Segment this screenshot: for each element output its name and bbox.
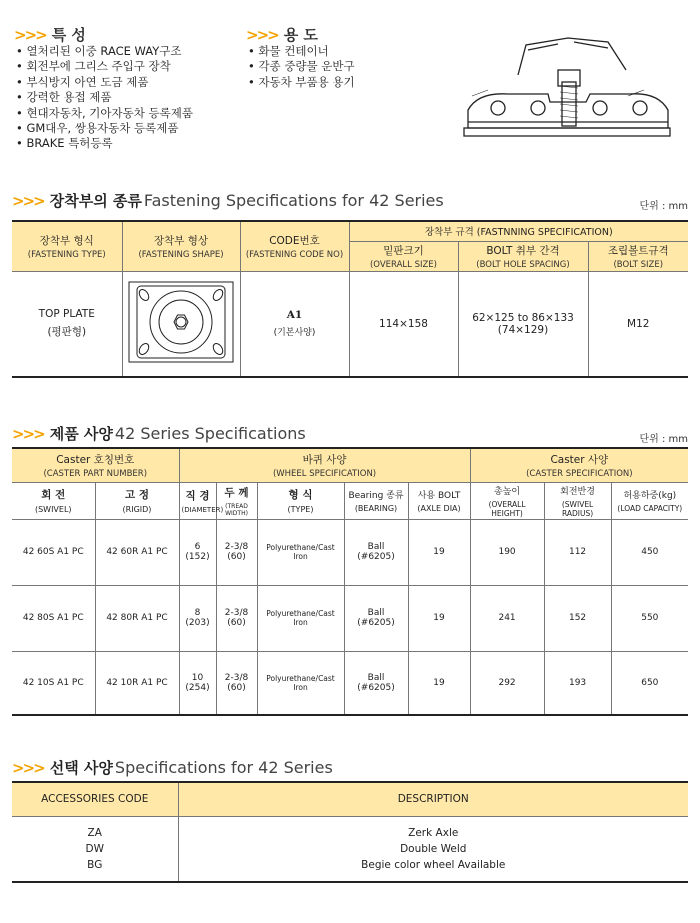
- header-type: 형 식 (TYPE): [257, 482, 344, 519]
- fastening-shape-cell: [122, 271, 240, 377]
- header-fastening-spec: 장착부 규격 (FASTNNING SPECIFICATION): [349, 221, 688, 241]
- header-bearing: Bearing 종류 (BEARING): [344, 482, 408, 519]
- header-fastening-code: CODE번호 (FASTENING CODE NO): [240, 221, 349, 271]
- table-row: [12, 519, 688, 585]
- header-fastening-shape: 장착부 형상 (FASTENING SHAPE): [122, 221, 240, 271]
- overall-size-cell: 114×158: [349, 271, 458, 377]
- height-cell: 190: [470, 519, 544, 585]
- feature-item: • 강력한 용접 제품: [16, 90, 193, 105]
- header-bolt-hole-spacing: BOLT 취부 간격 (BOLT HOLE SPACING): [458, 241, 588, 271]
- diameter-cell: 6 (152): [179, 519, 216, 585]
- load-cell: 550: [611, 585, 688, 651]
- load-cell: 650: [611, 651, 688, 715]
- features-list: [16, 44, 193, 152]
- axle-cell: 19: [408, 651, 470, 715]
- top-plate-shape-icon: [127, 280, 235, 364]
- height-cell: 292: [470, 651, 544, 715]
- wheel-type-cell: Polyurethane/Cast Iron: [257, 585, 344, 651]
- load-cell: 450: [611, 519, 688, 585]
- options-section-title: >>> 선택 사양 Specifications for 42 Series: [12, 758, 333, 777]
- tread-cell: 2-3/8 (60): [216, 651, 257, 715]
- header-bolt-size: 조립볼트규격 (BOLT SIZE): [588, 241, 688, 271]
- feature-item: • BRAKE 특허등록: [16, 136, 193, 151]
- fastening-unit: 단위 : mm: [639, 201, 688, 212]
- axle-cell: 19: [408, 585, 470, 651]
- table-row: [12, 585, 688, 651]
- header-axle-dia: 사용 BOLT (AXLE DIA): [408, 482, 470, 519]
- fastening-table: [12, 220, 688, 378]
- header-part-number: Caster 호칭번호 (CASTER PART NUMBER): [12, 448, 179, 482]
- accessory-code: BG: [87, 858, 103, 871]
- usage-list: [248, 44, 355, 90]
- header-rigid: 고 정 (RIGID): [95, 482, 179, 519]
- radius-cell: 112: [544, 519, 611, 585]
- height-cell: 241: [470, 585, 544, 651]
- fastening-section-title: >>> 장착부의 종류 Fastening Specifications for 42 Series: [12, 191, 444, 210]
- rigid-part-cell: 42 10R A1 PC: [95, 651, 179, 715]
- swivel-part-cell: 42 10S A1 PC: [12, 651, 95, 715]
- header-description: DESCRIPTION: [178, 782, 688, 816]
- header-wheel-spec: 바퀴 사양 (WHEEL SPECIFICATION): [179, 448, 470, 482]
- usage-item: • 각종 중량물 운반구: [248, 59, 355, 74]
- options-table: [12, 781, 688, 883]
- diameter-cell: 10 (254): [179, 651, 216, 715]
- accessory-description: Zerk Axle: [408, 826, 459, 839]
- bearing-cell: Ball (#6205): [344, 519, 408, 585]
- accessory-description: Begie color wheel Available: [361, 858, 506, 871]
- rigid-part-cell: 42 60R A1 PC: [95, 519, 179, 585]
- product-unit: 단위 : mm: [639, 434, 688, 445]
- bolt-size-cell: M12: [588, 271, 688, 377]
- radius-cell: 152: [544, 585, 611, 651]
- swivel-part-cell: 42 80S A1 PC: [12, 585, 95, 651]
- feature-item: • 현대자동차, 기아자동차 등록제품: [16, 106, 193, 121]
- header-tread-width: 두 께 (TREAD WIDTH): [216, 482, 257, 519]
- features-title: >>> 특 성: [14, 26, 86, 44]
- product-spec-table: [12, 447, 688, 716]
- feature-item: • 부식방지 아연 도금 제품: [16, 75, 193, 90]
- header-swivel: 회 전 (SWIVEL): [12, 482, 95, 519]
- tread-cell: 2-3/8 (60): [216, 585, 257, 651]
- feature-item: • 열처리된 이중 RACE WAY구조: [16, 44, 193, 59]
- header-diameter: 직 경 (DIAMETER): [179, 482, 216, 519]
- usage-item: • 화물 컨테이너: [248, 44, 355, 59]
- tread-cell: 2-3/8 (60): [216, 519, 257, 585]
- swivel-part-cell: 42 60S A1 PC: [12, 519, 95, 585]
- radius-cell: 193: [544, 651, 611, 715]
- header-fastening-type: 장착부 형식 (FASTENING TYPE): [12, 221, 122, 271]
- usage-item: • 자동차 부품용 용기: [248, 75, 355, 90]
- accessory-descriptions-cell: [178, 816, 688, 882]
- header-swivel-radius: 회전반경 (SWIVEL RADIUS): [544, 482, 611, 519]
- header-caster-spec: Caster 사양 (CASTER SPECIFICATION): [470, 448, 688, 482]
- header-overall-size: 밑판크기 (OVERALL SIZE): [349, 241, 458, 271]
- fastening-code-cell: A1 (기본사양): [240, 271, 349, 377]
- axle-cell: 19: [408, 519, 470, 585]
- accessory-code: DW: [85, 842, 104, 855]
- bearing-cell: Ball (#6205): [344, 651, 408, 715]
- wheel-type-cell: Polyurethane/Cast Iron: [257, 651, 344, 715]
- bearing-cell: Ball (#6205): [344, 585, 408, 651]
- header-overall-height: 총높이 (OVERALL HEIGHT): [470, 482, 544, 519]
- header-load-capacity: 허용하중(kg) (LOAD CAPACITY): [611, 482, 688, 519]
- feature-item: • GM대우, 쌍용자동차 등록제품: [16, 121, 193, 136]
- accessory-code: ZA: [87, 826, 102, 839]
- table-row: [12, 651, 688, 715]
- fastening-type-cell: TOP PLATE (평판형): [12, 271, 122, 377]
- diameter-cell: 8 (203): [179, 585, 216, 651]
- rigid-part-cell: 42 80R A1 PC: [95, 585, 179, 651]
- bolt-hole-spacing-cell: 62×125 to 86×133 (74×129): [458, 271, 588, 377]
- caster-section-diagram: [458, 30, 676, 140]
- accessory-codes-cell: [12, 816, 178, 882]
- usage-title: >>> 용 도: [246, 26, 318, 44]
- feature-item: • 회전부에 그리스 주입구 장착: [16, 59, 193, 74]
- wheel-type-cell: Polyurethane/Cast Iron: [257, 519, 344, 585]
- product-section-title: >>> 제품 사양 42 Series Specifications: [12, 424, 306, 443]
- header-accessories-code: ACCESSORIES CODE: [12, 782, 178, 816]
- accessory-description: Double Weld: [400, 842, 467, 855]
